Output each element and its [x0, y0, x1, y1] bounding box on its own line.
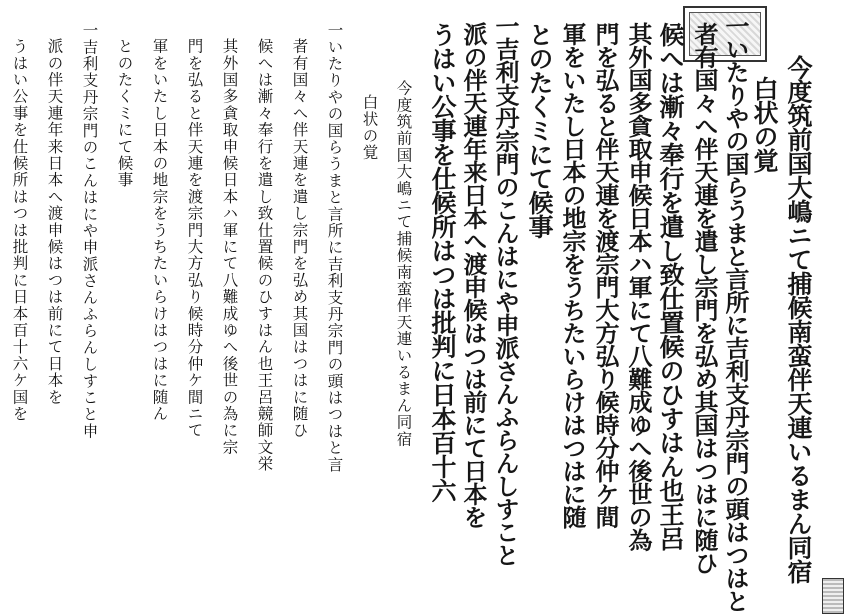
transcription-subtitle: 白状の覚 — [360, 94, 379, 161]
transcription-line: うはい公事を仕候所はつは批判に日本百十六ケ国を — [10, 38, 29, 423]
transcription-line: 一吉利支丹宗門のこんはにや申派さんふらんしすこと申 — [80, 22, 99, 440]
transcription-line: 一いたりやの国らうまと言所に吉利支丹宗門の頭はつはと言 — [325, 22, 344, 473]
manuscript-line: 其外国多貪取申候日本ハ軍にて八難成ゆへ後世の為 — [624, 21, 653, 552]
manuscript-line: 軍をいたし日本の地宗をうちたいらけはつはに随 — [558, 21, 587, 529]
transcription-line: 軍をいたし日本の地宗をうちたいらけはつはに随ん — [150, 38, 169, 423]
manuscript-line: 一吉利支丹宗門のこんはにや申派さんふらんしすこと — [491, 13, 520, 567]
manuscript-subtitle: 白状の覚 — [750, 75, 779, 173]
manuscript-line: 派の伴天連年来日本へ渡申候はつは前にて日本を — [459, 21, 488, 529]
transcription-line: 門を弘ると伴天連を渡宗門大方弘り候時分仲ケ間ニて — [185, 38, 204, 439]
transcription-line: とのたくミにて候事 — [115, 38, 134, 189]
manuscript-title: 今度筑前国大嶋ニて捕候南蛮伴天連いるまん同宿 — [784, 54, 813, 584]
archive-stamp — [822, 578, 844, 614]
transcription-title: 今度筑前国大嶋ニて捕候南蛮伴天連いるまん同宿 — [394, 80, 413, 448]
manuscript-line: 一いたりやの国らうまと言所に吉利支丹宗門の頭はつはと — [721, 13, 750, 613]
typeset-transcription — [10, 8, 430, 608]
manuscript-line: 者有国々へ伴天連を遣し宗門を弘め其国はつはに随ひ — [690, 21, 719, 575]
manuscript-line: うはい公事を仕候所はつは批判に日本百十六 — [428, 21, 457, 503]
handwritten-manuscript — [430, 0, 844, 616]
transcription-line: 派の伴天連年来日本へ渡申候はつは前にて日本を — [45, 38, 64, 406]
transcription-line: 者有国々へ伴天連を遣し宗門を弘め其国はつはに随ひ — [290, 38, 309, 439]
manuscript-line: とのたくミにて候事 — [525, 21, 554, 239]
transcription-line: 候へは漸々奉行を遣し致仕置候のひすはん也王呂競師文栄 — [255, 38, 274, 473]
manuscript-line: 候へは漸々奉行を遣し致仕置候のひすはん也王呂 — [656, 21, 685, 551]
manuscript-line: 門を弘ると伴天連を渡宗門大方弘り候時分仲ケ間 — [591, 21, 620, 529]
transcription-line: 其外国多貪取申候日本ハ軍にて八難成ゆへ後世の為に宗 — [220, 38, 239, 456]
